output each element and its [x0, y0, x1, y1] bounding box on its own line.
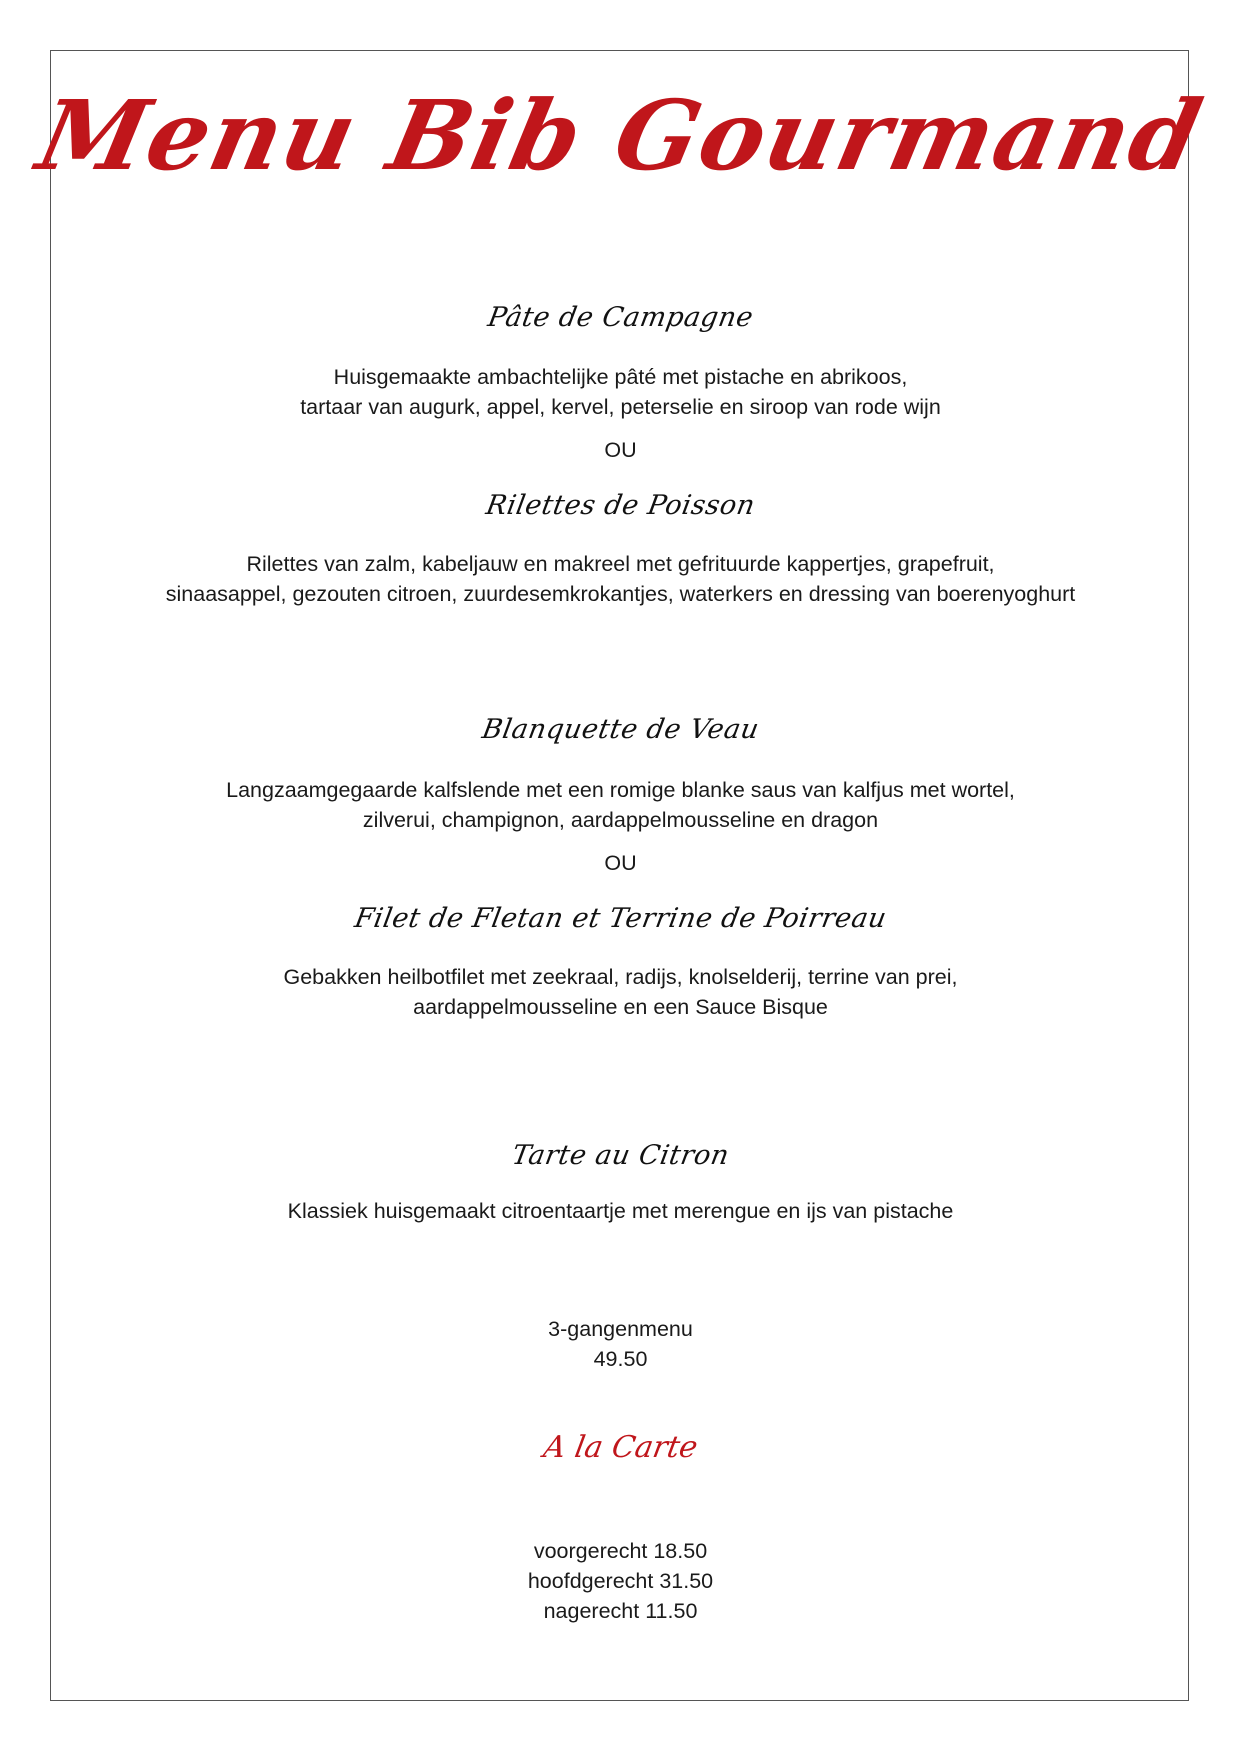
description-line: Huisgemaakte ambachtelijke pâté met pistache en abrikoos,	[333, 365, 908, 389]
dish-description-blanquette	[60, 775, 1181, 835]
price-item: voorgerecht 18.50	[533, 1539, 708, 1563]
description-line: zilverui, champignon, aardappelmousseline en dragon	[362, 808, 879, 832]
description-line: sinaasappel, gezouten citroen, zuurdesemkrokantjes, waterkers en dressing van boerenyoghurt	[165, 582, 1076, 606]
dish-name-blanquette: Blanquette de Veau	[479, 714, 762, 745]
description-line: tartaar van augurk, appel, kervel, peterselie en siroop van rode wijn	[300, 395, 941, 419]
dish-name-pate: Pâte de Campagne	[485, 302, 756, 333]
dish-description-tarte	[60, 1196, 1181, 1226]
price-item: nagerecht 11.50	[543, 1599, 698, 1623]
description-line: Gebakken heilbotfilet met zeekraal, radijs, knolselderij, terrine van prei,	[283, 965, 958, 989]
price-item: hoofdgerecht 31.50	[527, 1569, 714, 1593]
menu-price-block	[60, 1314, 1181, 1374]
or-separator: OU	[604, 438, 637, 462]
dish-name-tarte: Tarte au Citron	[509, 1140, 732, 1171]
description-line: Langzaamgegaarde kalfslende met een romige blanke saus van kalfjus met wortel,	[226, 778, 1015, 802]
dish-name-fletan: Filet de Fletan et Terrine de Poirreau	[352, 903, 890, 934]
dish-description-pate	[60, 362, 1181, 422]
description-line: Rilettes van zalm, kabeljauw en makreel met gefrituurde kappertjes, grapefruit,	[246, 552, 995, 576]
menu-title: Menu Bib Gourmand	[28, 79, 1213, 192]
description-line: Klassiek huisgemaakt citroentaartje met merengue en ijs van pistache	[287, 1199, 954, 1223]
or-separator: OU	[604, 851, 637, 875]
dish-description-fletan	[60, 962, 1181, 1022]
dish-description-rilettes	[60, 549, 1181, 609]
a-la-carte-title: A la Carte	[540, 1430, 701, 1465]
description-line: aardappelmousseline en een Sauce Bisque	[413, 995, 828, 1019]
menu-price-value: 49.50	[593, 1347, 648, 1371]
a-la-carte-prices	[60, 1536, 1181, 1626]
dish-name-rilettes: Rilettes de Poisson	[483, 490, 758, 521]
menu-price-label: 3-gangenmenu	[548, 1317, 693, 1341]
